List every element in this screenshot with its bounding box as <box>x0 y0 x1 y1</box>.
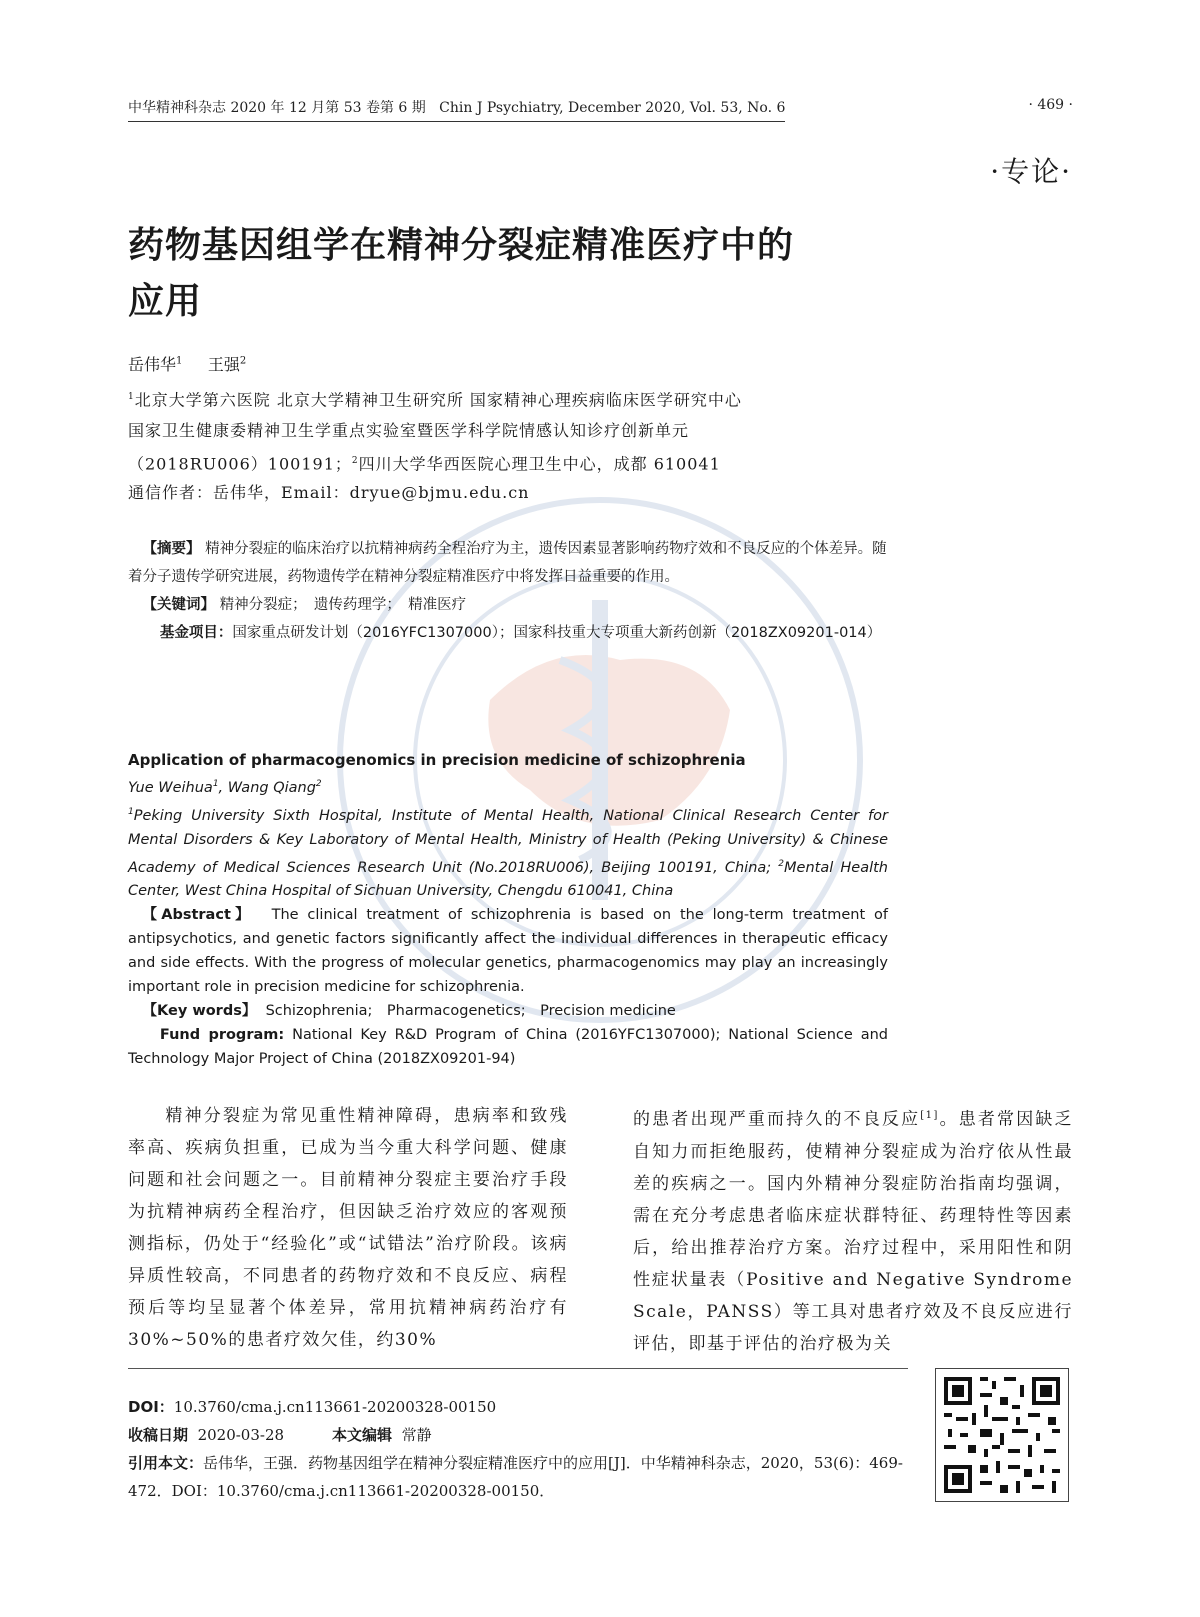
body-text <box>128 1100 1074 1354</box>
affil-line: 四川大学华西医院心理卫生中心，成都 610041 <box>358 454 721 474</box>
english-author-name: Yue Weihua <box>128 779 213 796</box>
fund-cn-text: 国家重点研发计划（2016YFC1307000）；国家科技重大专项重大新药创新（2018ZX09201-014） <box>232 625 882 641</box>
abstract-cn-label: 【摘要】 <box>142 541 201 557</box>
doi-link[interactable]: 10.3760/cma.j.cn113661-20200328-00150 <box>173 1398 497 1416</box>
article-title <box>128 218 888 330</box>
keywords-cn-text: 精神分裂症； 遗传药理学； 精准医疗 <box>219 597 467 613</box>
abstract-cn-text: 精神分裂症的临床治疗以抗精神病药全程治疗为主，遗传因素显著影响药物疗效和不良反应的个体差异。随着分子遗传学研究进展，药物遗传学在精神分裂症精准医疗中将发挥日益重要的作用。 <box>128 541 887 585</box>
journal-citation-line <box>128 97 785 122</box>
english-keywords-text: Schizophrenia; Pharmacogenetics; Precision medicine <box>265 1003 676 1020</box>
footer-divider <box>128 1368 908 1369</box>
editor-label: 本文编辑 <box>332 1426 393 1444</box>
journal-name-cn: 中华精神科杂志 2020 年 12 月第 53 卷第 6 期 <box>128 100 426 116</box>
english-affiliations <box>128 800 888 904</box>
english-fund <box>128 1023 888 1071</box>
keywords-cn <box>128 591 888 619</box>
english-abstract-text: The clinical treatment of schizophrenia is based on the long-term treatment of antipsychotics, and genetic factors significantly affect the individual differences in therapeutic efficacy and side effects. With the progress of molecular genetics, pharmacogenomics may play an increasingly important role in precision medicine for schizophrenia. <box>128 907 888 996</box>
title-line-1: 药物基因组学在精神分裂症精准医疗中的 <box>128 225 795 266</box>
english-authors: Yue Weihua$^1$, Wang Qiang$^2$ <box>128 779 322 796</box>
doi-label: DOI： <box>128 1398 174 1416</box>
editor-name: 常静 <box>401 1426 432 1444</box>
body-paragraph <box>633 1100 1073 1360</box>
author-affil-marker: 2 <box>239 355 247 367</box>
english-title: Application of pharmacogenomics in precision medicine of schizophrenia <box>128 751 746 769</box>
english-keywords-label: 【Key words】 <box>142 1003 257 1020</box>
abstract-cn <box>128 535 888 647</box>
english-affil-text: Mental Health Center, West China Hospital of Sichuan University, Chengdu 610041, China <box>128 859 888 900</box>
affil-marker: 1 <box>128 392 135 402</box>
qr-code[interactable] <box>935 1368 1069 1502</box>
english-keywords <box>128 999 888 1023</box>
corresponding-author: 通信作者：岳伟华，Email：dryue@bjmu.edu.cn <box>128 483 530 502</box>
english-fund-label: Fund program: <box>159 1027 285 1044</box>
author-affil-marker: 1 <box>176 355 183 367</box>
affil-line: （2018RU006）100191； <box>128 454 352 474</box>
author-list <box>128 352 246 375</box>
body-text-run: 。患者常因缺乏自知力而拒绝服药，使精神分裂症成为治疗依从性最差的疾病之一。国内外精神分裂症防治指南均强调，需在充分考虑患者临床症状群特征、药理特性等因素后，给出推荐治疗方案。治疗过程中，采用阳性和阴性症状量表（Positive and Negative Syndrome Scale，PANSS）等工具对患者疗效及不良反应进行评估，即基于评估的治疗极为关 <box>633 1109 1074 1354</box>
english-abstract-paragraph <box>128 903 888 999</box>
fund-cn-label: 基金项目： <box>159 625 233 641</box>
author-name: 王强 <box>207 355 240 374</box>
body-text-run: 的患者出现严重而持久的不良反应 <box>633 1109 921 1130</box>
affiliations <box>128 382 888 480</box>
author-name: 岳伟华 <box>128 355 177 374</box>
journal-name-en: Chin J Psychiatry, December 2020, Vol. 53, No. 6 <box>439 100 786 116</box>
received-label: 收稿日期 <box>128 1426 189 1444</box>
english-abstract-label: 【Abstract】 <box>142 907 254 924</box>
column-tag: ·专论· <box>990 155 1072 188</box>
affil-line: 北京大学第六医院 北京大学精神卫生研究所 国家精神心理疾病临床医学研究中心 <box>134 390 742 410</box>
cite-label: 引用本文： <box>128 1454 204 1472</box>
english-author-marker: 2 <box>315 779 322 789</box>
title-line-2: 应用 <box>128 281 203 322</box>
received-line <box>128 1421 908 1449</box>
article-footer <box>128 1393 908 1505</box>
cite-line <box>128 1449 908 1505</box>
english-affil-text: Peking University Sixth Hospital, Institute of Mental Health, National Clinical Research Center for Mental Disorders & Key Laboratory of Mental Health, Ministry of Health (Peking University) & Chinese Academy of Medical Sciences Research Unit (No.2018RU006), Beijing 100191, China; <box>128 807 888 876</box>
page-number: · 469 · <box>1028 97 1073 113</box>
doi-line <box>128 1393 908 1421</box>
abstract-en <box>128 748 888 1071</box>
cite-text: 岳伟华，王强．药物基因组学在精神分裂症精准医疗中的应用[J]．中华精神科杂志，2020，53(6)：469-472．DOI：10.3760/cma.j.cn113661-20200328-00150． <box>128 1454 903 1500</box>
citation-ref[interactable]: [1] <box>920 1110 939 1121</box>
english-fund-text: National Key R&D Program of China (2016YFC1307000); National Science and Technology Major Project of China (2018ZX09201-94) <box>128 1027 889 1068</box>
english-author-name: Wang Qiang <box>227 779 316 796</box>
body-paragraph: 精神分裂症为常见重性精神障碍，患病率和致残率高、疾病负担重，已成为当今重大科学问题、健康问题和社会问题之一。目前精神分裂症主要治疗手段为抗精神病药全程治疗，但因缺乏治疗效应的客观预测指标，仍处于“经验化”或“试错法”治疗阶段。该病异质性较高，不同患者的药物疗效和不良反应、病程预后等均呈显著个体差异，常用抗精神病药治疗有30%~50%的患者疗效欠佳，约30% <box>128 1106 568 1350</box>
body-column-left <box>128 1100 568 1356</box>
affil-line: 国家卫生健康委精神卫生学重点实验室暨医学科学院情感认知诊疗创新单元 <box>128 421 690 441</box>
english-affil-marker: 1 <box>128 806 134 817</box>
english-author-marker: 1 <box>212 779 219 789</box>
english-affil-marker: 2 <box>778 858 785 869</box>
abstract-cn-paragraph <box>128 535 888 591</box>
affil-marker: 2 <box>351 456 359 467</box>
body-column-right <box>633 1100 1073 1360</box>
keywords-cn-label: 【关键词】 <box>142 597 215 613</box>
received-date: 2020-03-28 <box>197 1426 285 1444</box>
fund-cn <box>128 619 888 647</box>
